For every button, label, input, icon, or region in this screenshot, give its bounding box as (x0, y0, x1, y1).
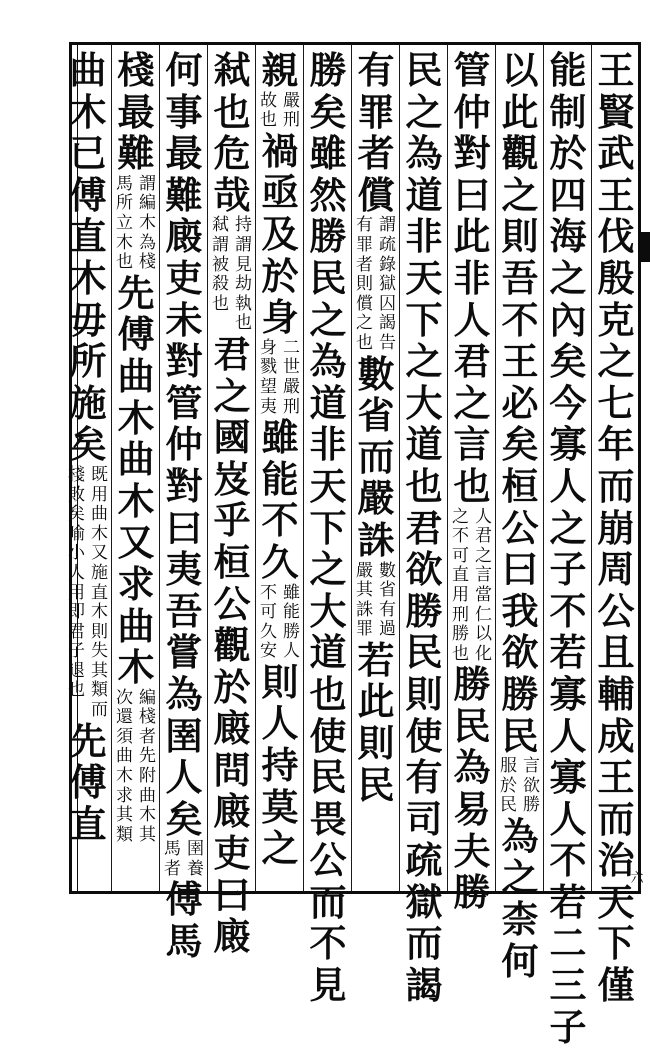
main-text-char: 棧 (117, 48, 155, 92)
annotation-line: 次還須曲木求其類 (116, 687, 133, 845)
main-text-char: 有 (357, 48, 395, 92)
main-text-char: 勝 (309, 214, 347, 259)
main-text-char: 四 (549, 172, 587, 217)
main-text-char: 而 (597, 463, 635, 508)
annotation-line: 圉養 (187, 839, 204, 879)
main-text-char: 雖 (309, 131, 347, 176)
main-text-char: 於 (261, 253, 299, 298)
main-text-char: 民 (453, 703, 491, 748)
main-text-char: 何 (165, 48, 203, 92)
main-text-char: 之 (549, 255, 587, 300)
annotation-block (497, 757, 543, 816)
main-text-char: 則 (405, 671, 443, 716)
main-text-char: 矣 (309, 89, 347, 134)
main-text-char: 則 (261, 659, 299, 704)
main-text-char: 二 (549, 921, 587, 966)
main-text-char: 持 (261, 743, 299, 788)
main-text-char: 之 (213, 373, 251, 418)
main-text-char: 身 (261, 295, 299, 340)
main-text-char: 天 (309, 463, 347, 508)
annotation-line: 雖能勝人 (283, 582, 300, 662)
main-text-char: 人 (549, 713, 587, 758)
main-text-char: 也 (309, 671, 347, 716)
main-text-char: 有 (405, 755, 443, 800)
main-text-char: 武 (597, 131, 635, 176)
main-text-char: 勝 (309, 48, 347, 92)
annotation-line: 嚴刑 (283, 90, 300, 131)
main-text-char: 直 (69, 801, 107, 846)
main-text-char: 制 (549, 89, 587, 134)
main-text-char: 寡 (549, 422, 587, 467)
main-text-char: 莫 (261, 784, 299, 829)
main-text-char: 人 (549, 796, 587, 841)
main-text-char: 廄 (213, 914, 251, 959)
annotation-line: 謂疏錄獄囚謁告 (379, 215, 396, 353)
main-text-char: 嚴 (357, 476, 395, 521)
main-text-char: 若 (549, 630, 587, 675)
main-text-char: 嘗 (165, 630, 203, 675)
annotation-line: 持謂見劫執也 (235, 215, 252, 334)
annotation-line: 之不可直用刑勝也 (452, 506, 469, 664)
main-text-char: 為 (165, 671, 203, 716)
main-text-char: 而 (597, 796, 635, 841)
main-text-char: 又 (117, 520, 155, 565)
main-text-char: 夫 (453, 828, 491, 873)
annotation-block (257, 584, 303, 662)
main-text-char: 曰 (213, 872, 251, 917)
main-text-char: 最 (165, 131, 203, 176)
main-text-char: 亟 (261, 170, 299, 215)
main-text-char: 觀 (213, 623, 251, 668)
page-edge-mark (641, 232, 650, 262)
main-text-char: 克 (597, 297, 635, 342)
main-text-char: 而 (309, 879, 347, 924)
annotation-block (113, 689, 159, 846)
main-text-char: 為 (453, 745, 491, 790)
main-text-char: 難 (165, 172, 203, 217)
main-text-char: 毋 (69, 297, 107, 342)
main-text-char: 管 (165, 380, 203, 425)
main-text-char: 道 (309, 380, 347, 425)
main-text-char: 難 (117, 131, 155, 176)
main-text-char: 夷 (165, 547, 203, 592)
main-text-char: 勝 (405, 588, 443, 633)
text-column (400, 48, 448, 1008)
main-text-char: 此 (501, 89, 539, 134)
main-text-char: 獄 (405, 879, 443, 924)
main-text-char: 親 (261, 48, 299, 92)
main-text-char: 欲 (501, 630, 539, 675)
main-text-char: 傅 (69, 172, 107, 217)
main-text-char: 及 (261, 211, 299, 256)
main-text-char: 者 (357, 131, 395, 176)
corner-page-mark: 六 (630, 871, 644, 886)
annotation-line: 棧敗矣喻小人用即君子退也 (68, 464, 85, 701)
main-text-char: 之 (405, 339, 443, 384)
main-text-char: 為 (501, 813, 539, 858)
main-text-char: 以 (501, 48, 539, 92)
main-text-char: 所 (69, 339, 107, 384)
annotation-block (353, 216, 399, 353)
main-text-char: 不 (549, 588, 587, 633)
main-text-char: 大 (405, 380, 443, 425)
main-text-char: 崩 (597, 505, 635, 550)
text-column (352, 50, 400, 890)
main-text-char: 道 (405, 422, 443, 467)
main-text-char: 弒 (213, 48, 251, 92)
main-text-char: 也 (405, 463, 443, 508)
annotation-line: 二世嚴刑 (283, 337, 300, 417)
main-text-char: 對 (165, 339, 203, 384)
main-text-char: 僅 (597, 963, 635, 1008)
annotation-line: 人君之言當仁以化 (475, 506, 492, 664)
main-text-char: 之 (453, 380, 491, 425)
main-text-char: 若 (357, 637, 395, 682)
main-text-char: 之 (549, 505, 587, 550)
main-text-char: 之 (261, 826, 299, 871)
main-text-char: 七 (597, 380, 635, 425)
main-text-char: 之 (501, 855, 539, 900)
main-text-char: 施 (69, 380, 107, 425)
main-text-char: 下 (309, 505, 347, 550)
main-text-char: 公 (501, 505, 539, 550)
annotation-block (161, 840, 207, 879)
main-text-char: 國 (213, 415, 251, 460)
main-text-char: 管 (453, 48, 491, 92)
annotation-line: 既用曲木又施直木則失其類而 (91, 464, 108, 721)
main-text-char: 三 (549, 963, 587, 1008)
main-text-char: 雖 (261, 415, 299, 460)
annotation-line: 馬者 (164, 839, 181, 879)
main-text-char: 最 (117, 89, 155, 134)
text-column (304, 48, 352, 1008)
main-text-char: 能 (261, 456, 299, 501)
annotation-block (257, 92, 303, 131)
main-text-char: 人 (549, 463, 587, 508)
main-text-char: 治 (597, 838, 635, 883)
main-text-char: 為 (309, 339, 347, 384)
annotation-line: 編棧者先附曲木其 (139, 687, 156, 845)
annotation-block (65, 466, 111, 721)
main-text-char: 我 (501, 588, 539, 633)
main-text-char: 能 (549, 48, 587, 92)
main-text-char: 大 (309, 588, 347, 633)
main-text-char: 曲 (117, 353, 155, 398)
main-text-char: 勝 (453, 870, 491, 915)
main-text-char: 對 (165, 463, 203, 508)
main-text-char: 不 (501, 297, 539, 342)
main-text-char: 輔 (597, 671, 635, 716)
annotation-line: 弒謂被殺也 (212, 215, 229, 314)
main-text-char: 子 (549, 1004, 587, 1049)
main-text-char: 周 (597, 547, 635, 592)
main-text-char: 民 (309, 255, 347, 300)
main-text-char: 君 (453, 339, 491, 384)
main-text-char: 已 (69, 131, 107, 176)
main-text-char: 然 (309, 172, 347, 217)
main-text-char: 對 (453, 131, 491, 176)
main-text-char: 君 (405, 505, 443, 550)
main-text-char: 也 (453, 463, 491, 508)
main-text-char: 木 (117, 478, 155, 523)
text-column (448, 48, 496, 915)
main-text-char: 問 (213, 747, 251, 792)
annotation-line: 身戮望夷 (260, 337, 277, 417)
main-text-char: 寡 (549, 755, 587, 800)
main-text-char: 曰 (165, 505, 203, 550)
main-text-char: 先 (117, 270, 155, 315)
main-text-char: 圉 (165, 713, 203, 758)
annotation-block (257, 339, 303, 417)
text-column (160, 48, 208, 964)
main-text-char: 直 (69, 214, 107, 259)
main-text-char: 而 (357, 434, 395, 479)
main-text-char: 仲 (165, 422, 203, 467)
main-text-char: 危 (213, 131, 251, 176)
main-text-char: 勝 (501, 671, 539, 716)
main-text-char: 之 (309, 547, 347, 592)
main-text-char: 觀 (501, 131, 539, 176)
main-text-char: 事 (165, 89, 203, 134)
text-column (496, 48, 544, 983)
main-text-char: 道 (309, 630, 347, 675)
text-column (256, 50, 304, 890)
main-text-char: 公 (597, 588, 635, 633)
text-column (112, 50, 160, 890)
main-text-char: 公 (213, 581, 251, 626)
main-text-char: 廄 (165, 214, 203, 259)
main-text-char: 桓 (501, 463, 539, 508)
main-text-char: 民 (357, 762, 395, 807)
main-text-char: 也 (213, 89, 251, 134)
main-text-char: 於 (549, 131, 587, 176)
main-text-char: 則 (357, 721, 395, 766)
annotation-line: 言欲勝 (523, 756, 540, 816)
main-text-char: 王 (597, 48, 635, 92)
main-text-char: 馬 (165, 919, 203, 964)
annotation-line: 服於民 (500, 756, 517, 816)
main-text-char: 內 (549, 297, 587, 342)
text-column (64, 50, 112, 890)
main-text-char: 賢 (597, 89, 635, 134)
main-text-char: 道 (405, 172, 443, 217)
main-text-char: 且 (597, 630, 635, 675)
main-text-char: 禍 (261, 128, 299, 173)
main-text-char: 哉 (213, 172, 251, 217)
main-text-char: 王 (597, 172, 635, 217)
main-text-char: 王 (501, 339, 539, 384)
main-text-char: 非 (405, 214, 443, 259)
main-text-char: 岌 (213, 456, 251, 501)
main-text-char: 之 (405, 89, 443, 134)
main-text-char: 成 (597, 713, 635, 758)
main-text-char: 民 (501, 713, 539, 758)
main-text-char: 使 (405, 713, 443, 758)
main-text-char: 使 (309, 713, 347, 758)
main-text-char: 民 (405, 630, 443, 675)
main-text-char: 誅 (357, 517, 395, 562)
annotation-line: 有罪者則償之也 (356, 215, 373, 353)
main-text-char: 則 (501, 214, 539, 259)
main-text-char: 不 (261, 498, 299, 543)
main-text-char: 此 (357, 679, 395, 724)
main-text-char: 不 (309, 921, 347, 966)
main-text-char: 求 (117, 561, 155, 606)
main-text-char: 言 (453, 422, 491, 467)
main-text-char: 公 (309, 838, 347, 883)
main-text-char: 下 (405, 297, 443, 342)
main-text-char: 人 (165, 755, 203, 800)
main-text-char: 下 (597, 921, 635, 966)
main-text-char: 非 (309, 422, 347, 467)
annotation-block (353, 562, 399, 640)
main-text-char: 何 (501, 938, 539, 983)
main-text-char: 未 (165, 297, 203, 342)
main-text-char: 不 (549, 838, 587, 883)
annotation-line: 謂編木為棧 (139, 173, 156, 273)
main-text-char: 木 (69, 255, 107, 300)
main-text-char: 之 (501, 172, 539, 217)
main-text-char: 為 (405, 131, 443, 176)
main-text-char: 木 (69, 89, 107, 134)
text-column (592, 48, 640, 1008)
main-text-char: 久 (261, 539, 299, 584)
main-text-char: 償 (357, 172, 395, 217)
main-text-char: 於 (213, 664, 251, 709)
main-text-char: 今 (549, 380, 587, 425)
main-text-char: 欲 (405, 547, 443, 592)
main-text-char: 謁 (405, 963, 443, 1008)
main-text-char: 罪 (357, 89, 395, 134)
main-text-char: 仲 (453, 89, 491, 134)
main-text-char: 桓 (213, 539, 251, 584)
main-text-char: 民 (309, 755, 347, 800)
main-text-char: 之 (309, 297, 347, 342)
main-text-char: 木 (117, 395, 155, 440)
main-text-char: 易 (453, 787, 491, 832)
main-text-char: 廄 (213, 789, 251, 834)
main-text-char: 年 (597, 422, 635, 467)
main-text-char: 木 (117, 645, 155, 690)
main-text-char: 矣 (165, 796, 203, 841)
main-text-char: 之 (597, 339, 635, 384)
main-text-char: 伐 (597, 214, 635, 259)
main-text-char: 吾 (501, 255, 539, 300)
main-text-char: 人 (261, 701, 299, 746)
main-text-char: 曲 (117, 437, 155, 482)
main-text-char: 見 (309, 963, 347, 1008)
annotation-block (449, 508, 495, 665)
main-text-char: 廄 (213, 706, 251, 751)
main-text-char: 曰 (501, 547, 539, 592)
text-column (544, 48, 592, 1049)
main-text-char: 天 (405, 255, 443, 300)
main-text-char: 疏 (405, 838, 443, 883)
main-text-char: 傅 (117, 312, 155, 357)
annotation-block (113, 175, 159, 273)
main-text-char: 勝 (453, 662, 491, 707)
main-text-char: 曲 (117, 603, 155, 648)
annotation-block (209, 216, 255, 334)
main-text-char: 此 (453, 214, 491, 259)
main-text-char: 民 (405, 48, 443, 92)
main-text-char: 殷 (597, 255, 635, 300)
main-text-char: 吏 (213, 831, 251, 876)
main-text-char: 子 (549, 547, 587, 592)
main-text-char: 人 (453, 297, 491, 342)
main-text-char: 矣 (549, 339, 587, 384)
main-text-char: 先 (69, 718, 107, 763)
main-text-char: 曰 (453, 172, 491, 217)
main-text-char: 矣 (501, 422, 539, 467)
main-text-char: 天 (597, 879, 635, 924)
text-column (208, 48, 256, 959)
main-text-char: 司 (405, 796, 443, 841)
main-text-char: 吾 (165, 588, 203, 633)
main-text-char: 非 (453, 255, 491, 300)
main-text-char: 數 (357, 351, 395, 396)
main-text-char: 省 (357, 393, 395, 438)
main-text-char: 必 (501, 380, 539, 425)
annotation-line: 不可久安 (260, 582, 277, 662)
main-text-char: 寡 (549, 671, 587, 716)
main-text-char: 而 (405, 921, 443, 966)
main-text-char: 曲 (69, 48, 107, 92)
annotation-line: 故也 (260, 90, 277, 131)
main-text-char: 海 (549, 214, 587, 259)
annotation-line: 數省有過 (379, 560, 396, 640)
main-text-char: 乎 (213, 498, 251, 543)
main-text-char: 王 (597, 755, 635, 800)
main-text-char: 君 (213, 331, 251, 376)
main-text-char: 傅 (69, 760, 107, 805)
main-text-char: 畏 (309, 796, 347, 841)
main-text-char: 矣 (69, 422, 107, 467)
annotation-line: 馬所立木也 (116, 173, 133, 273)
main-text-char: 若 (549, 879, 587, 924)
main-text-char: 柰 (501, 897, 539, 942)
main-text-char: 吏 (165, 255, 203, 300)
main-text-char: 傅 (165, 877, 203, 922)
annotation-line: 嚴其誅罪 (356, 560, 373, 640)
